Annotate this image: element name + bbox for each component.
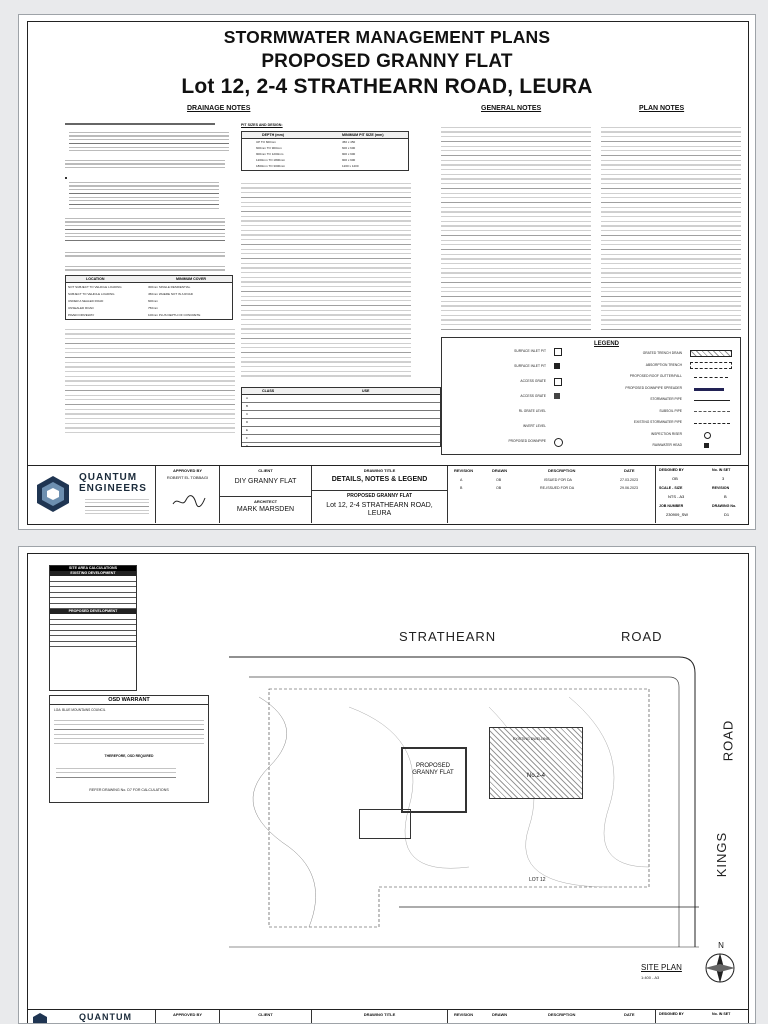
lot12-label: LOT 12 xyxy=(529,877,546,883)
grate-symbol-icon xyxy=(554,378,562,386)
general-notes-heading: GENERAL NOTES xyxy=(481,105,542,112)
pit-row: 1200mm TO 1800mm 900 x 900 xyxy=(256,158,356,162)
osd-warrant-box xyxy=(49,695,209,803)
brand-name: QUANTUM ENGINEERS xyxy=(79,472,147,494)
legend-item: RL GRATE LEVEL xyxy=(518,409,546,413)
cover-table-header: LOCATION MINIMUM COVER xyxy=(66,276,232,283)
legend-item: PROPOSED DOWNPIPE xyxy=(508,439,546,443)
site-table-row xyxy=(50,642,136,648)
project-address: Lot 12, 2-4 STRATHEARN ROAD, LEURA xyxy=(326,502,433,517)
proposed-granny-flat xyxy=(401,747,467,813)
pipe-class-table xyxy=(241,387,441,447)
legend-item: SURFACE INLET PIT xyxy=(514,364,546,368)
cover-row: SUBJECT TO VEHICLE LOADING 450mm WHERE NOT IN A ROAD xyxy=(68,292,193,296)
drawing-sheet-details xyxy=(18,14,756,530)
project-name: PROPOSED GRANNY FLAT xyxy=(312,490,447,499)
pit-row: 600mm TO 900mm 600 x 600 xyxy=(256,146,356,150)
existing-dwelling-label: EXISTING DWELLING xyxy=(513,737,550,741)
approved-cell: APPROVED BY ROBERT EL TOBBAGI xyxy=(155,466,219,523)
class-row: D xyxy=(242,419,440,427)
site-table-title: SITE AREA CALCULATIONS xyxy=(50,566,136,571)
approved-by-name: ROBERT EL TOBBAGI xyxy=(166,475,209,480)
osd-required: THEREFORE, OSD REQUIRED xyxy=(104,754,154,758)
existing-pipe-icon xyxy=(694,423,730,425)
pit-row: 900mm TO 1200mm 900 x 900 xyxy=(256,152,356,156)
pipe-cover-table xyxy=(65,275,233,320)
osd-title: OSD WARRANT xyxy=(50,696,208,705)
legend-heading: LEGEND xyxy=(594,341,620,347)
grate-symbol-icon xyxy=(554,393,560,399)
cover-row: PAVED DRIVEWAY 100mm PLUS DEPTH OF CONCRETE xyxy=(68,313,201,317)
legend-item: SURFACE INLET PIT xyxy=(514,349,546,353)
pit-symbol-icon xyxy=(554,348,562,356)
cover-row: UNSEALED ROAD 750mm xyxy=(68,306,159,310)
brand-name: QUANTUM xyxy=(79,1012,132,1022)
pit-sizes-title: PIT SIZES AND DESIGN: xyxy=(241,123,283,127)
osd-lga: LGA: BLUE MOUNTAINS COUNCIL xyxy=(54,708,106,712)
sheet-title-line3: Lot 12, 2-4 STRATHEARN ROAD, LEURA xyxy=(181,75,593,98)
drawing-sheet-site-plan xyxy=(18,546,756,1024)
class-table-header: CLASS USE xyxy=(242,388,440,395)
granny-flat-label: PROPOSED GRANNY FLAT xyxy=(412,763,454,776)
pit-symbol-icon xyxy=(554,363,560,369)
revision-label: REVISION xyxy=(454,1012,474,1017)
revision-cell: REVISION DRAWN DESCRIPTION DATE A OB ISSUED FOR DA 27.03.2023 B OB RE-ISSUED FOR DA 29.06.2023 xyxy=(447,466,655,523)
client-name: DIY GRANNY FLAT xyxy=(234,478,297,485)
drawing-title: DETAILS, NOTES & LEGEND xyxy=(331,476,428,483)
trench-drain-icon xyxy=(690,350,732,357)
site-plan-title: SITE PLAN xyxy=(641,963,682,972)
road-label-road-vertical: ROAD xyxy=(720,719,736,762)
drainage-notes-heading: DRAINAGE NOTES xyxy=(187,105,251,112)
pit-table-header: DEPTH (mm) MINIMUM PIT SIZE (mm) xyxy=(242,132,408,139)
inspection-riser-icon xyxy=(704,432,711,439)
downpipe-symbol-icon xyxy=(554,438,563,447)
stormwater-pipe-icon xyxy=(694,400,730,402)
site-element xyxy=(359,809,411,839)
legend-item: PROPOSED DOWNPIPE SPREADER xyxy=(625,385,682,390)
legend-box xyxy=(441,337,741,455)
pit-size-table xyxy=(241,131,409,171)
class-row: C xyxy=(242,411,440,419)
road-label-strathearn: STRATHEARN xyxy=(399,629,497,644)
signature-icon xyxy=(172,494,206,508)
roof-gutter-icon xyxy=(694,377,728,379)
pit-row: 1800mm TO 3000mm 1200 x 1200 xyxy=(256,164,359,168)
drawing-title-cell: DRAWING TITLE DETAILS, NOTES & LEGEND PROPOSED GRANNY FLAT Lot 12, 2-4 STRATHEARN ROAD, LEURA xyxy=(311,466,447,523)
site-plan-scale: 1:400 - A3 xyxy=(641,975,660,980)
architect-name: MARK MARSDEN xyxy=(236,506,295,513)
general-notes-text xyxy=(441,123,591,333)
description-label: DESCRIPTION xyxy=(548,1012,576,1017)
plan-notes-text xyxy=(601,123,741,333)
legend-item: GRATED TRENCH DRAIN xyxy=(642,351,682,355)
title-block xyxy=(27,465,749,523)
class-row: B xyxy=(242,403,440,411)
client-cell: CLIENT DIY GRANNY FLAT ARCHITECT MARK MARSDEN xyxy=(219,466,311,523)
class-row: A xyxy=(242,395,440,403)
quantum-logo-icon xyxy=(33,474,73,514)
legend-item: INVERT LEVEL xyxy=(522,424,546,428)
cover-row: UNDER A SEALED ROAD 600mm xyxy=(68,299,159,303)
legend-item: STORMWATER PIPE xyxy=(650,397,682,401)
class-row: G xyxy=(246,444,249,448)
north-label: N xyxy=(718,941,724,950)
sheet-title-line1: STORMWATER MANAGEMENT PLANS xyxy=(223,27,551,47)
class-row: E xyxy=(242,427,440,435)
road-label-kings: KINGS xyxy=(714,831,730,878)
client-label: CLIENT xyxy=(258,1012,273,1017)
absorption-trench-icon xyxy=(690,362,732,369)
brand-contact xyxy=(85,496,149,516)
legend-item: SUBSOIL PIPE xyxy=(659,408,682,413)
site-table-subtitle: EXISTING DEVELOPMENT xyxy=(50,571,136,576)
subsoil-pipe-icon xyxy=(694,411,730,413)
lot-number-label: No.2-4 xyxy=(527,773,546,779)
north-arrow-icon xyxy=(703,951,737,985)
legend-item: ACCESS GRATE xyxy=(520,379,546,383)
drawn-label: DRAWN xyxy=(492,1012,508,1017)
legend-item: INSPECTION RISER xyxy=(650,431,682,436)
pit-row: UP TO 600mm 450 x 450 xyxy=(256,140,356,144)
sheet-no-label: No. IN SET xyxy=(712,1012,731,1016)
class-row: F xyxy=(242,435,440,443)
osd-reference: REFER DRAWING No. D7 FOR CALCULATIONS xyxy=(89,788,169,792)
road-label-road: ROAD xyxy=(621,629,663,644)
quantum-logo-icon xyxy=(33,1012,47,1024)
cover-row: NOT SUBJECT TO VEHICLE LOADING 300mm SINGLE RESIDENTIAL xyxy=(68,285,191,289)
spreader-icon xyxy=(694,388,724,391)
plan-notes-heading: PLAN NOTES xyxy=(639,105,685,112)
legend-item: EXISTING STORMWATER PIPE xyxy=(633,420,682,424)
approved-label: APPROVED BY xyxy=(172,1012,203,1017)
revision-row: A OB ISSUED FOR DA 27.03.2023 xyxy=(460,478,638,482)
sheet-title-line2: PROPOSED GRANNY FLAT xyxy=(261,51,513,72)
site-table-subtitle: PROPOSED DEVELOPMENT xyxy=(50,609,136,614)
title-block-partial xyxy=(27,1009,749,1023)
rainwater-head-icon xyxy=(704,443,709,448)
date-label: DATE xyxy=(624,1012,635,1017)
revision-row: B OB RE-ISSUED FOR DA 29.06.2023 xyxy=(460,486,638,490)
job-info-cell: DESIGNED BY No. IN SET OB 3 SCALE - SIZE REVISION NTS - A3 B JOB NUMBER DRAWING No. 230909_SW D1 xyxy=(655,466,749,523)
legend-item: ABSORPTION TRENCH xyxy=(645,362,682,367)
drainage-notes-column-2 xyxy=(241,179,411,379)
legend-item: PROPOSED ROOF GUTTER/FALL xyxy=(629,374,682,378)
designed-by-label: DESIGNED BY xyxy=(659,1012,684,1016)
site-area-table xyxy=(49,565,137,691)
legend-item: RAINWATER HEAD xyxy=(652,443,682,447)
drawing-title-label: DRAWING TITLE xyxy=(363,1012,396,1017)
drainage-notes-lower xyxy=(65,325,235,435)
legend-item: ACCESS GRATE xyxy=(520,394,546,398)
